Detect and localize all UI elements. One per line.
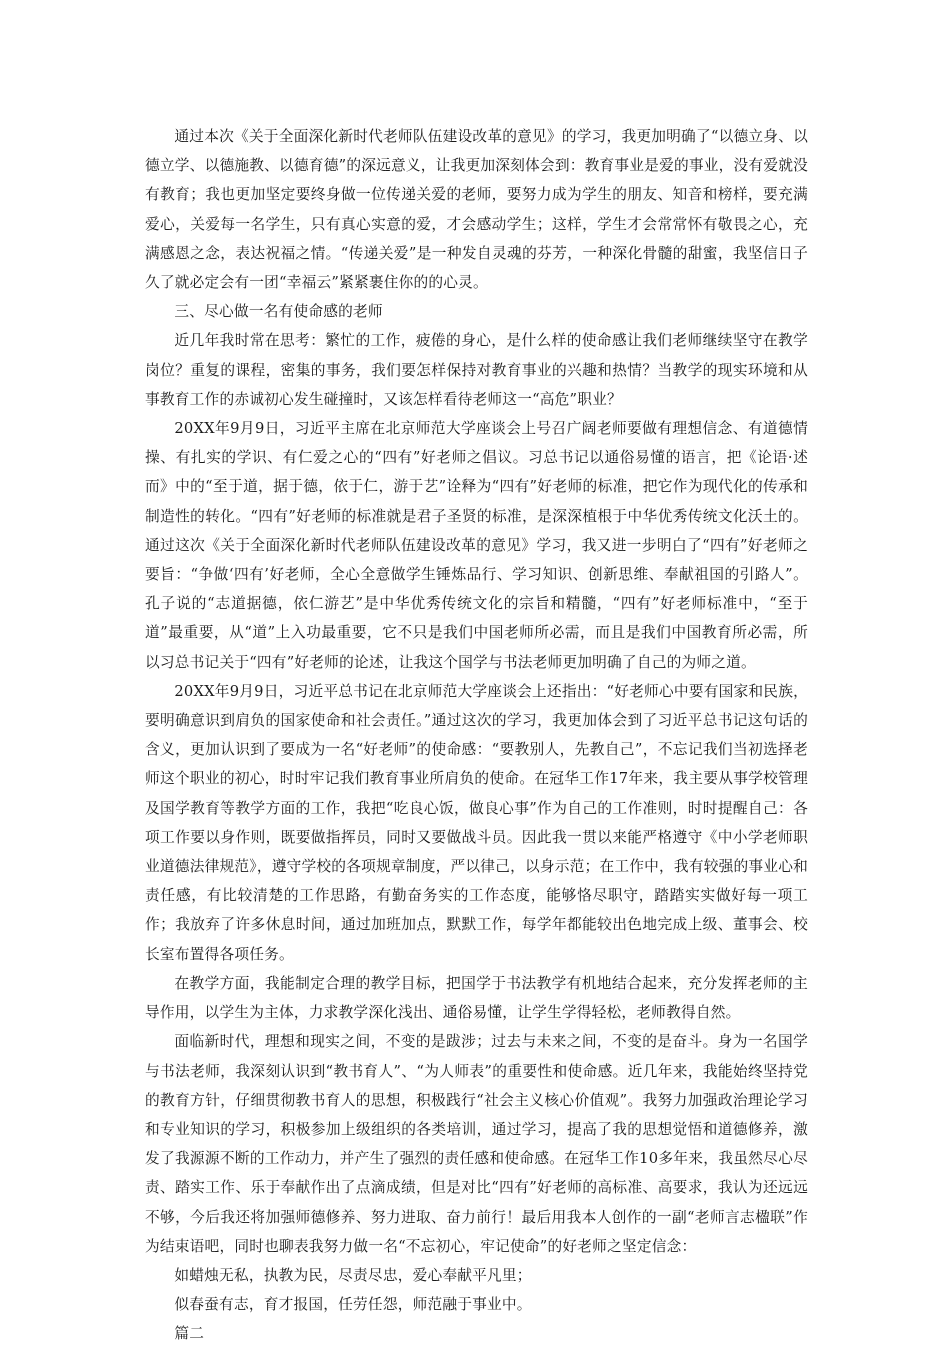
paragraph-four-haves: 20XX年9月9日，习近平主席在北京师范大学座谈会上号召广阔老师要做有理想信念、有道德情操、有扎实的学识、有仁爱之心的“四有”好老师之倡议。习总书记以通俗易懂的语言，把《论语·述而》中的“至于道，据于德，依于仁，游于艺”诠释为“四有”好老师的标准，把它作为现代化的传承和制造性的转化。“四有”好老师的标准就是君子圣贤的标准，是深深植根于中华优秀传统文化沃土的。通过这次《关于全面深化新时代老师队伍建设改革的意见》学习，我又进一步明白了“四有”好老师之要旨：“争做‘四有’好老师，全心全意做学生锤炼品行、学习知识、创新思维、奉献祖国的引路人”。孔子说的“志道据德，依仁游艺”是中华优秀传统文化的宗旨和精髓，“四有”好老师标准中，“至于道”最重要，从“道”上入功最重要，它不只是我们中国老师所必需，而且是我们中国教育所必需，所以习总书记关于“四有”好老师的论述，让我这个国学与书法老师更加明确了自己的为师之道。: [145, 420, 808, 671]
document-page: [145, 122, 808, 1349]
couplet-line-2: 似春蚕有志，育才报国，任劳任怨，师范融于事业中。: [174, 1296, 532, 1314]
paragraph-teaching: 在教学方面，我能制定合理的教学目标，把国学于书法教学有机地结合起来，充分发挥老师的主导作用，以学生为主体，力求教学深化浅出、通俗易懂，让学生学得轻松，老师教得自然。: [145, 974, 808, 1022]
paragraph-intro: 通过本次《关于全面深化新时代老师队伍建设改革的意见》的学习，我更加明确了“以德立身、以德立学、以德施教、以德育德”的深远意义，让我更加深刻体会到：教育事业是爱的事业，没有爱就没有教育；我也更加坚定要终身做一位传递关爱的老师，要努力成为学生的朋友、知音和榜样，要充满爱心，关爱每一名学生，只有真心实意的爱，才会感动学生；这样，学生才会常常怀有敬畏之心，充满感恩之念，表达祝福之情。“传递关爱”是一种发自灵魂的芬芳，一种深化骨髓的甜蜜，我坚信日子久了就必定会有一团“幸福云”紧紧裹住你的的心灵。: [145, 128, 808, 292]
paragraph-mission: 20XX年9月9日，习近平总书记在北京师范大学座谈会上还指出：“好老师心中要有国家和民族，要明确意识到肩负的国家使命和社会责任。”通过这次的学习，我更加体会到了习近平总书记这句话的含义，更加认识到了要成为一名“好老师”的使命感：“要教别人，先教自己”，不忘记我们当初选择老师这个职业的初心，时时牢记我们教育事业所肩负的使命。在冠华工作17年来，我主要从事学校管理及国学教育等教学方面的工作，我把“吃良心饭，做良心事”作为自己的工作准则，时时提醒自己：各项工作要以身作则，既要做指挥员，同时又要做战斗员。因此我一贯以来能严格遵守《中小学老师职业道德法律规范》，遵守学校的各项规章制度，严以律己，以身示范；在工作中，我有较强的事业心和责任感，有比较清楚的工作思路，有勤奋务实的工作态度，能够恪尽职守，踏踏实实做好每一项工作；我放弃了许多休息时间，通过加班加点，默默工作，每学年都能较出色地完成上级、董事会、校长室布置得各项任务。: [145, 682, 808, 963]
paragraph-reflection: 近几年我时常在思考：繁忙的工作，疲倦的身心，是什么样的使命感让我们老师继续坚守在教学岗位？重复的课程，密集的事务，我们要怎样保持对教育事业的兴趣和热情？当教学的现实环境和从事教育工作的赤诚初心发生碰撞时，又该怎样看待老师这一“高危”职业？: [145, 332, 808, 408]
section-heading: 三、尽心做一名有使命感的老师: [174, 303, 383, 321]
paragraph-new-era: 面临新时代，理想和现实之间，不变的是跋涉；过去与未来之间，不变的是奋斗。身为一名国学与书法老师，我深刻认识到“教书育人”、“为人师表”的重要性和使命感。近几年来，我能始终坚持党的教育方针，仔细贯彻教书育人的思想，积极践行“社会主义核心价值观”。我努力加强政治理论学习和专业知识的学习，积极参加上级组织的各类培训，通过学习，提高了我的思想觉悟和道德修养，激发了我源源不断的工作动力，并产生了强烈的责任感和使命感。在冠华工作10多年来，我虽然尽心尽责、踏实工作、乐于奉献作出了点滴成绩，但是对比“四有”好老师的高标准、高要求，我认为还远远不够，今后我还将加强师德修养、努力进取、奋力前行！最后用我本人创作的一副“老师言志楹联”作为结束语吧，同时也聊表我努力做一名“不忘初心，牢记使命”的好老师之坚定信念：: [145, 1033, 808, 1255]
couplet-line-1: 如蜡烛无私，执教为民，尽责尽忠，爱心奉献平凡里；: [174, 1266, 532, 1284]
chapter-label: 篇二: [174, 1325, 205, 1343]
